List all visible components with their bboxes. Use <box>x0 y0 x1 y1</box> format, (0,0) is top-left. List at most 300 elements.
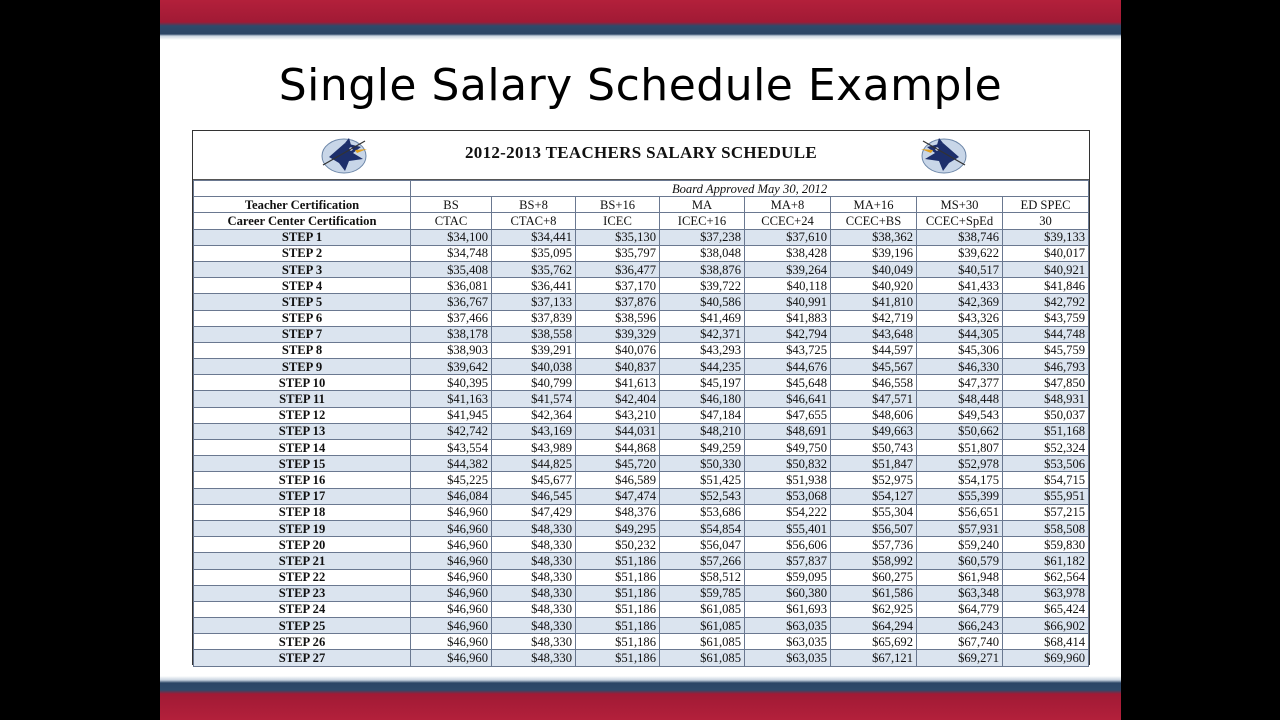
salary-cell: $66,243 <box>917 618 1003 634</box>
header-row <box>194 213 1089 229</box>
salary-cell: $52,543 <box>660 488 745 504</box>
salary-cell: $43,725 <box>745 342 831 358</box>
salary-cell: $67,121 <box>831 650 917 666</box>
step-label: STEP 9 <box>194 359 411 375</box>
salary-cell: $46,793 <box>1003 359 1089 375</box>
salary-cell: $56,651 <box>917 504 1003 520</box>
salary-cell: $52,978 <box>917 456 1003 472</box>
salary-cell: $43,326 <box>917 310 1003 326</box>
step-label: STEP 8 <box>194 342 411 358</box>
salary-cell: $40,395 <box>411 375 492 391</box>
step-label: STEP 13 <box>194 423 411 439</box>
salary-cell: $62,564 <box>1003 569 1089 585</box>
salary-cell: $44,305 <box>917 326 1003 342</box>
salary-cell: $36,767 <box>411 294 492 310</box>
table-row <box>194 278 1089 294</box>
salary-cell: $49,259 <box>660 440 745 456</box>
salary-cell: $40,920 <box>831 278 917 294</box>
salary-cell: $40,586 <box>660 294 745 310</box>
salary-cell: $63,348 <box>917 585 1003 601</box>
salary-cell: $48,330 <box>492 520 576 536</box>
table-row <box>194 326 1089 342</box>
table-row <box>194 537 1089 553</box>
salary-cell: $67,740 <box>917 634 1003 650</box>
table-row <box>194 375 1089 391</box>
salary-cell: $65,692 <box>831 634 917 650</box>
header-row <box>194 197 1089 213</box>
step-label: STEP 11 <box>194 391 411 407</box>
table-row <box>194 229 1089 245</box>
table-row <box>194 569 1089 585</box>
column-header: ICEC+16 <box>660 213 745 229</box>
salary-cell: $42,371 <box>660 326 745 342</box>
slide <box>160 0 1121 720</box>
salary-cell: $49,295 <box>576 520 660 536</box>
salary-cell: $40,837 <box>576 359 660 375</box>
salary-cell: $42,719 <box>831 310 917 326</box>
salary-cell: $45,677 <box>492 472 576 488</box>
table-row <box>194 618 1089 634</box>
salary-cell: $48,210 <box>660 423 745 439</box>
salary-cell: $43,648 <box>831 326 917 342</box>
salary-cell: $39,642 <box>411 359 492 375</box>
salary-cell: $41,469 <box>660 310 745 326</box>
salary-cell: $41,883 <box>745 310 831 326</box>
column-header: MA+16 <box>831 197 917 213</box>
salary-cell: $48,448 <box>917 391 1003 407</box>
salary-cell: $51,425 <box>660 472 745 488</box>
column-header: MA <box>660 197 745 213</box>
salary-cell: $45,567 <box>831 359 917 375</box>
salary-cell: $35,095 <box>492 245 576 261</box>
salary-cell: $38,596 <box>576 310 660 326</box>
column-header: BS+8 <box>492 197 576 213</box>
salary-cell: $42,404 <box>576 391 660 407</box>
salary-cell: $57,215 <box>1003 504 1089 520</box>
salary-cell: $61,948 <box>917 569 1003 585</box>
step-label: STEP 12 <box>194 407 411 423</box>
salary-cell: $51,186 <box>576 650 660 666</box>
salary-cell: $45,197 <box>660 375 745 391</box>
salary-cell: $48,931 <box>1003 391 1089 407</box>
salary-cell: $43,169 <box>492 423 576 439</box>
salary-cell: $59,785 <box>660 585 745 601</box>
column-header: CTAC+8 <box>492 213 576 229</box>
salary-cell: $42,369 <box>917 294 1003 310</box>
salary-cell: $54,715 <box>1003 472 1089 488</box>
salary-cell: $51,847 <box>831 456 917 472</box>
salary-cell: $48,330 <box>492 585 576 601</box>
salary-cell: $69,271 <box>917 650 1003 666</box>
salary-cell: $60,275 <box>831 569 917 585</box>
approved-row <box>194 181 1089 197</box>
step-label: STEP 2 <box>194 245 411 261</box>
salary-cell: $59,095 <box>745 569 831 585</box>
salary-cell: $38,903 <box>411 342 492 358</box>
salary-cell: $50,232 <box>576 537 660 553</box>
salary-cell: $47,571 <box>831 391 917 407</box>
salary-cell: $48,330 <box>492 601 576 617</box>
salary-cell: $51,186 <box>576 601 660 617</box>
salary-cell: $41,810 <box>831 294 917 310</box>
table-row <box>194 310 1089 326</box>
salary-cell: $61,085 <box>660 601 745 617</box>
table-row <box>194 520 1089 536</box>
salary-cell: $50,832 <box>745 456 831 472</box>
salary-cell: $49,663 <box>831 423 917 439</box>
salary-cell: $39,264 <box>745 261 831 277</box>
step-label: STEP 23 <box>194 585 411 601</box>
salary-cell: $44,868 <box>576 440 660 456</box>
salary-cell: $61,182 <box>1003 553 1089 569</box>
salary-cell: $57,266 <box>660 553 745 569</box>
salary-cell: $48,330 <box>492 618 576 634</box>
table-row <box>194 585 1089 601</box>
step-label: STEP 16 <box>194 472 411 488</box>
salary-cell: $39,291 <box>492 342 576 358</box>
salary-cell: $64,779 <box>917 601 1003 617</box>
salary-cell: $49,543 <box>917 407 1003 423</box>
board-approved-note: Board Approved May 30, 2012 <box>411 181 1089 197</box>
step-label: STEP 18 <box>194 504 411 520</box>
step-label: STEP 14 <box>194 440 411 456</box>
salary-cell: $35,762 <box>492 261 576 277</box>
salary-cell: $69,960 <box>1003 650 1089 666</box>
salary-cell: $42,364 <box>492 407 576 423</box>
salary-cell: $46,589 <box>576 472 660 488</box>
table-row <box>194 456 1089 472</box>
salary-schedule-document <box>192 130 1090 665</box>
salary-cell: $51,186 <box>576 634 660 650</box>
salary-cell: $50,037 <box>1003 407 1089 423</box>
step-label: STEP 25 <box>194 618 411 634</box>
salary-cell: $40,517 <box>917 261 1003 277</box>
salary-cell: $44,825 <box>492 456 576 472</box>
table-row <box>194 245 1089 261</box>
salary-cell: $46,960 <box>411 585 492 601</box>
salary-cell: $37,170 <box>576 278 660 294</box>
salary-cell: $51,186 <box>576 553 660 569</box>
salary-cell: $45,720 <box>576 456 660 472</box>
salary-cell: $48,330 <box>492 553 576 569</box>
salary-cell: $46,960 <box>411 618 492 634</box>
salary-cell: $46,180 <box>660 391 745 407</box>
salary-cell: $56,507 <box>831 520 917 536</box>
salary-cell: $46,960 <box>411 504 492 520</box>
salary-cell: $58,508 <box>1003 520 1089 536</box>
salary-cell: $43,759 <box>1003 310 1089 326</box>
salary-cell: $44,597 <box>831 342 917 358</box>
salary-cell: $38,876 <box>660 261 745 277</box>
salary-cell: $47,377 <box>917 375 1003 391</box>
salary-cell: $40,921 <box>1003 261 1089 277</box>
column-header: 30 <box>1003 213 1089 229</box>
salary-cell: $53,686 <box>660 504 745 520</box>
salary-cell: $63,978 <box>1003 585 1089 601</box>
column-header: CTAC <box>411 213 492 229</box>
salary-cell: $59,240 <box>917 537 1003 553</box>
salary-cell: $51,186 <box>576 585 660 601</box>
table-row <box>194 261 1089 277</box>
salary-cell: $46,084 <box>411 488 492 504</box>
salary-cell: $54,854 <box>660 520 745 536</box>
step-label: STEP 19 <box>194 520 411 536</box>
salary-cell: $40,991 <box>745 294 831 310</box>
salary-cell: $47,655 <box>745 407 831 423</box>
salary-cell: $47,474 <box>576 488 660 504</box>
column-header: MS+30 <box>917 197 1003 213</box>
salary-cell: $40,118 <box>745 278 831 294</box>
salary-cell: $46,641 <box>745 391 831 407</box>
salary-cell: $34,441 <box>492 229 576 245</box>
salary-cell: $45,225 <box>411 472 492 488</box>
table-row <box>194 342 1089 358</box>
table-row <box>194 634 1089 650</box>
salary-cell: $46,960 <box>411 569 492 585</box>
salary-cell: $40,038 <box>492 359 576 375</box>
salary-cell: $36,081 <box>411 278 492 294</box>
table-row <box>194 601 1089 617</box>
salary-cell: $41,613 <box>576 375 660 391</box>
step-label: STEP 21 <box>194 553 411 569</box>
salary-cell: $40,799 <box>492 375 576 391</box>
step-label: STEP 27 <box>194 650 411 666</box>
bluejay-mascot-icon <box>915 135 973 175</box>
column-header: BS <box>411 197 492 213</box>
salary-cell: $43,554 <box>411 440 492 456</box>
salary-cell: $50,743 <box>831 440 917 456</box>
step-label: STEP 1 <box>194 229 411 245</box>
step-label: STEP 7 <box>194 326 411 342</box>
table-row <box>194 553 1089 569</box>
header-row-label: Teacher Certification <box>194 197 411 213</box>
salary-cell: $49,750 <box>745 440 831 456</box>
salary-cell: $37,466 <box>411 310 492 326</box>
salary-cell: $36,441 <box>492 278 576 294</box>
salary-cell: $34,748 <box>411 245 492 261</box>
salary-cell: $57,837 <box>745 553 831 569</box>
salary-cell: $54,127 <box>831 488 917 504</box>
document-title: 2012-2013 TEACHERS SALARY SCHEDULE <box>464 143 818 162</box>
salary-cell: $51,807 <box>917 440 1003 456</box>
salary-cell: $37,876 <box>576 294 660 310</box>
salary-cell: $37,238 <box>660 229 745 245</box>
salary-cell: $41,574 <box>492 391 576 407</box>
salary-cell: $50,330 <box>660 456 745 472</box>
salary-cell: $61,085 <box>660 634 745 650</box>
column-header: CCEC+BS <box>831 213 917 229</box>
salary-cell: $55,399 <box>917 488 1003 504</box>
salary-cell: $35,130 <box>576 229 660 245</box>
salary-cell: $45,306 <box>917 342 1003 358</box>
salary-cell: $38,178 <box>411 326 492 342</box>
salary-cell: $57,736 <box>831 537 917 553</box>
table-row <box>194 504 1089 520</box>
salary-cell: $56,047 <box>660 537 745 553</box>
salary-cell: $37,133 <box>492 294 576 310</box>
salary-cell: $45,759 <box>1003 342 1089 358</box>
salary-cell: $51,168 <box>1003 423 1089 439</box>
step-label: STEP 17 <box>194 488 411 504</box>
salary-cell: $52,975 <box>831 472 917 488</box>
salary-cell: $48,330 <box>492 650 576 666</box>
salary-cell: $65,424 <box>1003 601 1089 617</box>
salary-cell: $46,960 <box>411 537 492 553</box>
header-row-label: Career Center Certification <box>194 213 411 229</box>
salary-cell: $46,545 <box>492 488 576 504</box>
salary-cell: $41,433 <box>917 278 1003 294</box>
salary-cell: $46,558 <box>831 375 917 391</box>
column-header: BS+16 <box>576 197 660 213</box>
step-label: STEP 10 <box>194 375 411 391</box>
salary-cell: $43,210 <box>576 407 660 423</box>
step-label: STEP 26 <box>194 634 411 650</box>
table-row <box>194 359 1089 375</box>
salary-cell: $60,380 <box>745 585 831 601</box>
table-row <box>194 440 1089 456</box>
step-label: STEP 20 <box>194 537 411 553</box>
table-row <box>194 650 1089 666</box>
salary-cell: $34,100 <box>411 229 492 245</box>
salary-cell: $41,163 <box>411 391 492 407</box>
salary-cell: $38,558 <box>492 326 576 342</box>
salary-cell: $39,722 <box>660 278 745 294</box>
table-row <box>194 423 1089 439</box>
salary-cell: $44,748 <box>1003 326 1089 342</box>
salary-cell: $54,222 <box>745 504 831 520</box>
salary-cell: $63,035 <box>745 618 831 634</box>
column-header: MA+8 <box>745 197 831 213</box>
salary-cell: $48,691 <box>745 423 831 439</box>
salary-cell: $38,048 <box>660 245 745 261</box>
approved-spacer <box>194 181 411 197</box>
step-label: STEP 3 <box>194 261 411 277</box>
salary-cell: $46,960 <box>411 553 492 569</box>
salary-cell: $61,586 <box>831 585 917 601</box>
step-label: STEP 4 <box>194 278 411 294</box>
column-header: ICEC <box>576 213 660 229</box>
salary-cell: $46,960 <box>411 650 492 666</box>
step-label: STEP 15 <box>194 456 411 472</box>
salary-cell: $37,610 <box>745 229 831 245</box>
salary-cell: $38,362 <box>831 229 917 245</box>
salary-cell: $48,330 <box>492 537 576 553</box>
salary-cell: $54,175 <box>917 472 1003 488</box>
step-label: STEP 22 <box>194 569 411 585</box>
salary-cell: $48,376 <box>576 504 660 520</box>
salary-cell: $58,992 <box>831 553 917 569</box>
step-label: STEP 5 <box>194 294 411 310</box>
salary-cell: $53,068 <box>745 488 831 504</box>
salary-cell: $68,414 <box>1003 634 1089 650</box>
salary-cell: $47,184 <box>660 407 745 423</box>
salary-cell: $61,085 <box>660 650 745 666</box>
salary-cell: $55,304 <box>831 504 917 520</box>
salary-cell: $46,960 <box>411 601 492 617</box>
step-label: STEP 24 <box>194 601 411 617</box>
table-row <box>194 488 1089 504</box>
salary-cell: $39,196 <box>831 245 917 261</box>
table-row <box>194 294 1089 310</box>
column-header: CCEC+SpEd <box>917 213 1003 229</box>
salary-cell: $41,945 <box>411 407 492 423</box>
salary-cell: $55,401 <box>745 520 831 536</box>
step-label: STEP 6 <box>194 310 411 326</box>
salary-cell: $46,330 <box>917 359 1003 375</box>
salary-cell: $50,662 <box>917 423 1003 439</box>
salary-table <box>193 180 1089 667</box>
table-row <box>194 391 1089 407</box>
salary-cell: $44,031 <box>576 423 660 439</box>
salary-cell: $55,951 <box>1003 488 1089 504</box>
salary-cell: $42,742 <box>411 423 492 439</box>
salary-cell: $57,931 <box>917 520 1003 536</box>
salary-cell: $60,579 <box>917 553 1003 569</box>
slide-top-band <box>160 0 1121 40</box>
salary-cell: $47,850 <box>1003 375 1089 391</box>
salary-cell: $43,989 <box>492 440 576 456</box>
salary-cell: $66,902 <box>1003 618 1089 634</box>
salary-cell: $48,330 <box>492 569 576 585</box>
salary-cell: $51,938 <box>745 472 831 488</box>
salary-cell: $41,846 <box>1003 278 1089 294</box>
salary-cell: $63,035 <box>745 650 831 666</box>
salary-cell: $47,429 <box>492 504 576 520</box>
salary-cell: $40,017 <box>1003 245 1089 261</box>
salary-cell: $45,648 <box>745 375 831 391</box>
salary-cell: $52,324 <box>1003 440 1089 456</box>
salary-cell: $51,186 <box>576 618 660 634</box>
salary-cell: $36,477 <box>576 261 660 277</box>
salary-cell: $62,925 <box>831 601 917 617</box>
salary-cell: $46,960 <box>411 520 492 536</box>
salary-cell: $38,746 <box>917 229 1003 245</box>
table-row <box>194 472 1089 488</box>
salary-cell: $40,076 <box>576 342 660 358</box>
salary-cell: $61,085 <box>660 618 745 634</box>
salary-cell: $40,049 <box>831 261 917 277</box>
salary-cell: $39,622 <box>917 245 1003 261</box>
salary-cell: $61,693 <box>745 601 831 617</box>
column-header: CCEC+24 <box>745 213 831 229</box>
salary-cell: $46,960 <box>411 634 492 650</box>
salary-cell: $35,408 <box>411 261 492 277</box>
salary-cell: $48,330 <box>492 634 576 650</box>
slide-title: Single Salary Schedule Example <box>278 60 1003 111</box>
salary-cell: $58,512 <box>660 569 745 585</box>
salary-cell: $48,606 <box>831 407 917 423</box>
table-row <box>194 407 1089 423</box>
salary-cell: $44,235 <box>660 359 745 375</box>
salary-cell: $53,506 <box>1003 456 1089 472</box>
salary-cell: $42,794 <box>745 326 831 342</box>
salary-cell: $35,797 <box>576 245 660 261</box>
salary-cell: $44,676 <box>745 359 831 375</box>
salary-cell: $63,035 <box>745 634 831 650</box>
salary-cell: $44,382 <box>411 456 492 472</box>
salary-cell: $39,133 <box>1003 229 1089 245</box>
salary-cell: $43,293 <box>660 342 745 358</box>
salary-cell: $38,428 <box>745 245 831 261</box>
salary-cell: $51,186 <box>576 569 660 585</box>
salary-cell: $59,830 <box>1003 537 1089 553</box>
slide-bottom-band <box>160 676 1121 720</box>
column-header: ED SPEC <box>1003 197 1089 213</box>
salary-cell: $42,792 <box>1003 294 1089 310</box>
salary-cell: $56,606 <box>745 537 831 553</box>
salary-cell: $64,294 <box>831 618 917 634</box>
salary-cell: $37,839 <box>492 310 576 326</box>
